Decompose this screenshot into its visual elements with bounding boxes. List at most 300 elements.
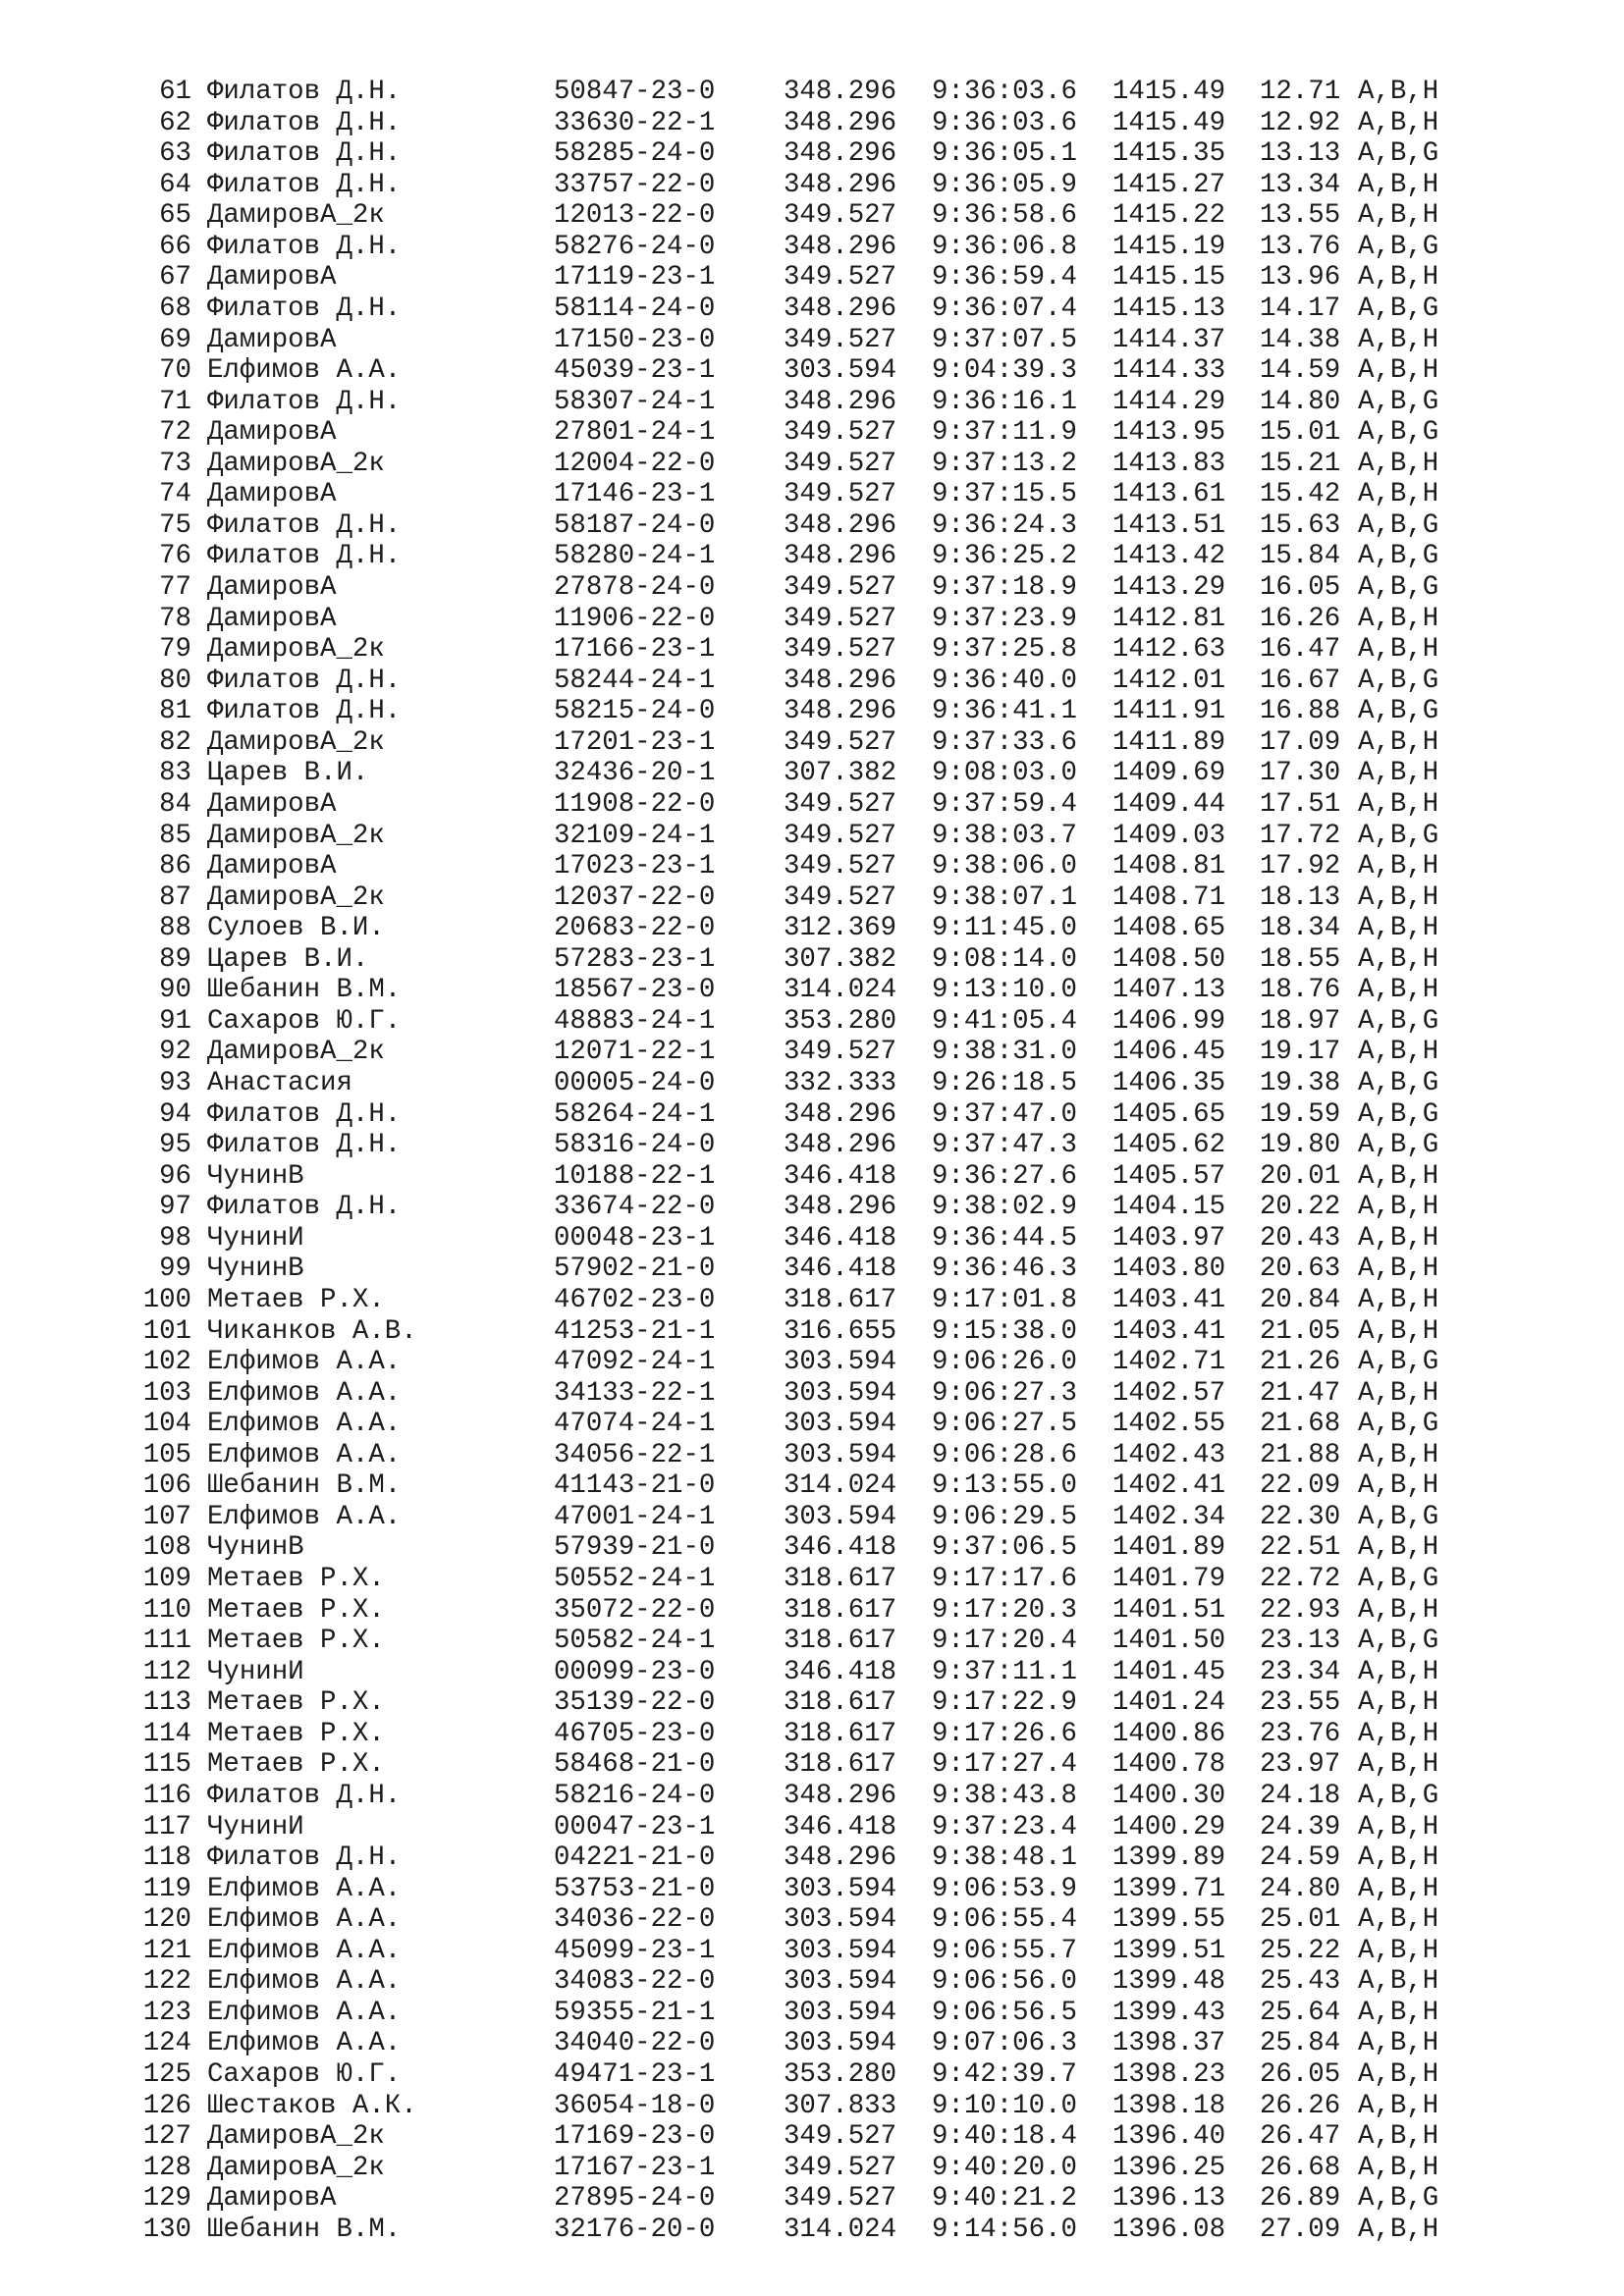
participant-name: Елфимов А.А. <box>207 1997 402 2028</box>
points: 18.13 <box>1260 881 1341 913</box>
distance: 348.296 <box>784 1098 897 1130</box>
place-number: 88 <box>159 913 191 944</box>
arrival-time: 9:26:18.5 <box>932 1068 1077 1098</box>
distance: 348.296 <box>784 1842 897 1874</box>
place-number: 125 <box>142 2059 191 2090</box>
participant-name: ДамировА <box>207 572 337 603</box>
participant-name: Царев В.И. <box>207 943 369 975</box>
participant-name: Метаев Р.Х. <box>207 1594 385 1626</box>
table-row <box>0 1470 1624 1502</box>
participant-name: ДамировА <box>207 417 337 449</box>
categories: A,B,H <box>1358 1966 1439 1998</box>
points: 13.96 <box>1260 262 1341 294</box>
points: 24.18 <box>1260 1780 1341 1811</box>
participant-name: ДамировА <box>207 262 337 294</box>
points: 26.05 <box>1260 2059 1341 2090</box>
place-number: 127 <box>142 2121 191 2153</box>
place-number: 83 <box>159 758 191 789</box>
place-number: 108 <box>142 1532 191 1564</box>
points: 15.63 <box>1260 509 1341 541</box>
categories: A,B,H <box>1358 1284 1439 1315</box>
table-row <box>0 1564 1624 1595</box>
speed: 1396.13 <box>1112 2183 1226 2215</box>
arrival-time: 9:38:07.1 <box>932 881 1077 913</box>
distance: 303.594 <box>784 1966 897 1998</box>
place-number: 68 <box>159 293 191 324</box>
ring-number: 48883-24-1 <box>554 1005 716 1037</box>
place-number: 80 <box>159 665 191 696</box>
speed: 1398.18 <box>1112 2090 1226 2121</box>
arrival-time: 9:37:59.4 <box>932 788 1077 820</box>
points: 26.47 <box>1260 2121 1341 2153</box>
categories: A,B,G <box>1358 293 1439 324</box>
place-number: 113 <box>142 1687 191 1719</box>
speed: 1400.86 <box>1112 1718 1226 1749</box>
participant-name: Елфимов А.А. <box>207 1377 402 1409</box>
speed: 1413.51 <box>1112 509 1226 541</box>
categories: A,B,H <box>1358 1842 1439 1874</box>
arrival-time: 9:37:23.4 <box>932 1811 1077 1842</box>
place-number: 86 <box>159 851 191 882</box>
distance: 303.594 <box>784 1409 897 1440</box>
points: 13.76 <box>1260 231 1341 262</box>
place-number: 120 <box>142 1904 191 1936</box>
speed: 1414.33 <box>1112 355 1226 387</box>
distance: 349.527 <box>784 324 897 355</box>
participant-name: Елфимов А.А. <box>207 1347 402 1378</box>
table-row <box>0 1223 1624 1255</box>
place-number: 91 <box>159 1005 191 1037</box>
arrival-time: 9:06:27.3 <box>932 1377 1077 1409</box>
place-number: 118 <box>142 1842 191 1874</box>
table-row <box>0 727 1624 759</box>
ring-number: 11906-22-0 <box>554 603 716 634</box>
speed: 1398.23 <box>1112 2059 1226 2090</box>
participant-name: Метаев Р.Х. <box>207 1564 385 1594</box>
table-row <box>0 604 1624 635</box>
participant-name: Сахаров Ю.Г. <box>207 2059 402 2090</box>
distance: 348.296 <box>784 665 897 696</box>
table-row <box>0 1657 1624 1688</box>
ring-number: 45099-23-1 <box>554 1935 716 1966</box>
table-row <box>0 170 1624 201</box>
speed: 1403.41 <box>1112 1315 1226 1347</box>
table-row <box>0 1440 1624 1471</box>
distance: 349.527 <box>784 726 897 758</box>
table-row <box>0 1130 1624 1161</box>
place-number: 115 <box>142 1749 191 1781</box>
table-row <box>0 1192 1624 1223</box>
table-row <box>0 913 1624 944</box>
place-number: 79 <box>159 634 191 666</box>
place-number: 124 <box>142 2028 191 2059</box>
categories: A,B,G <box>1358 820 1439 851</box>
participant-name: Анастасия <box>207 1068 352 1098</box>
place-number: 69 <box>159 324 191 355</box>
speed: 1402.43 <box>1112 1439 1226 1470</box>
categories: A,B,H <box>1358 1315 1439 1347</box>
table-row <box>0 387 1624 418</box>
ring-number: 50582-24-1 <box>554 1626 716 1657</box>
arrival-time: 9:36:05.1 <box>932 138 1077 170</box>
ring-number: 32176-20-0 <box>554 2214 716 2245</box>
table-row <box>0 1254 1624 1285</box>
speed: 1399.71 <box>1112 1873 1226 1904</box>
ring-number: 58307-24-1 <box>554 386 716 417</box>
place-number: 126 <box>142 2090 191 2121</box>
table-row <box>0 1998 1624 2029</box>
ring-number: 59355-21-1 <box>554 1997 716 2028</box>
place-number: 128 <box>142 2152 191 2183</box>
ring-number: 58114-24-0 <box>554 293 716 324</box>
points: 14.38 <box>1260 324 1341 355</box>
participant-name: ДамировА <box>207 324 337 355</box>
table-row <box>0 1347 1624 1378</box>
participant-name: Елфимов А.А. <box>207 355 402 387</box>
speed: 1399.55 <box>1112 1904 1226 1936</box>
distance: 346.418 <box>784 1222 897 1254</box>
speed: 1401.79 <box>1112 1564 1226 1594</box>
arrival-time: 9:06:28.6 <box>932 1439 1077 1470</box>
ring-number: 32436-20-1 <box>554 758 716 789</box>
table-row <box>0 449 1624 480</box>
place-number: 82 <box>159 726 191 758</box>
distance: 349.527 <box>784 1037 897 1068</box>
categories: A,B,G <box>1358 1501 1439 1532</box>
participant-name: Метаев Р.Х. <box>207 1749 385 1781</box>
place-number: 114 <box>142 1718 191 1749</box>
ring-number: 47092-24-1 <box>554 1347 716 1378</box>
participant-name: Филатов Д.Н. <box>207 696 402 727</box>
distance: 348.296 <box>784 293 897 324</box>
speed: 1415.35 <box>1112 138 1226 170</box>
place-number: 110 <box>142 1594 191 1626</box>
ring-number: 47074-24-1 <box>554 1409 716 1440</box>
ring-number: 34056-22-1 <box>554 1439 716 1470</box>
categories: A,B,H <box>1358 169 1439 200</box>
table-row <box>0 2059 1624 2091</box>
table-row <box>0 1502 1624 1533</box>
arrival-time: 9:15:38.0 <box>932 1315 1077 1347</box>
speed: 1398.37 <box>1112 2028 1226 2059</box>
participant-name: Филатов Д.Н. <box>207 665 402 696</box>
speed: 1402.55 <box>1112 1409 1226 1440</box>
categories: A,B,H <box>1358 324 1439 355</box>
place-number: 94 <box>159 1098 191 1130</box>
participant-name: Чиканков А.В. <box>207 1315 417 1347</box>
speed: 1401.24 <box>1112 1687 1226 1719</box>
categories: A,B,G <box>1358 1005 1439 1037</box>
points: 22.51 <box>1260 1532 1341 1564</box>
distance: 318.617 <box>784 1594 897 1626</box>
place-number: 109 <box>142 1564 191 1594</box>
ring-number: 00005-24-0 <box>554 1068 716 1098</box>
categories: A,B,H <box>1358 1749 1439 1781</box>
arrival-time: 9:38:31.0 <box>932 1037 1077 1068</box>
categories: A,B,H <box>1358 2059 1439 2090</box>
table-row <box>0 510 1624 542</box>
participant-name: ДамировА_2к <box>207 448 385 479</box>
table-row <box>0 325 1624 356</box>
table-row <box>0 2153 1624 2184</box>
points: 19.17 <box>1260 1037 1341 1068</box>
table-row <box>0 634 1624 666</box>
points: 24.80 <box>1260 1873 1341 1904</box>
table-row <box>0 851 1624 882</box>
categories: A,B,G <box>1358 138 1439 170</box>
participant-name: Филатов Д.Н. <box>207 231 402 262</box>
categories: A,B,G <box>1358 417 1439 449</box>
ring-number: 17119-23-1 <box>554 262 716 294</box>
distance: 348.296 <box>784 231 897 262</box>
table-row <box>0 1904 1624 1936</box>
participant-name: ДамировА_2к <box>207 634 385 666</box>
categories: A,B,G <box>1358 231 1439 262</box>
table-row <box>0 2183 1624 2215</box>
arrival-time: 9:04:39.3 <box>932 355 1077 387</box>
arrival-time: 9:36:03.6 <box>932 77 1077 107</box>
distance: 307.833 <box>784 2090 897 2121</box>
table-row <box>0 541 1624 572</box>
categories: A,B,H <box>1358 634 1439 666</box>
categories: A,B,G <box>1358 1347 1439 1378</box>
ring-number: 34040-22-0 <box>554 2028 716 2059</box>
speed: 1406.45 <box>1112 1037 1226 1068</box>
categories: A,B,H <box>1358 1192 1439 1223</box>
place-number: 64 <box>159 169 191 200</box>
speed: 1413.83 <box>1112 448 1226 479</box>
arrival-time: 9:13:55.0 <box>932 1470 1077 1502</box>
place-number: 96 <box>159 1160 191 1192</box>
ring-number: 33757-22-0 <box>554 169 716 200</box>
arrival-time: 9:36:41.1 <box>932 696 1077 727</box>
ring-number: 57283-23-1 <box>554 943 716 975</box>
points: 25.43 <box>1260 1966 1341 1998</box>
arrival-time: 9:37:11.9 <box>932 417 1077 449</box>
place-number: 74 <box>159 479 191 510</box>
speed: 1411.89 <box>1112 726 1226 758</box>
table-row <box>0 108 1624 139</box>
categories: A,B,H <box>1358 1470 1439 1502</box>
place-number: 112 <box>142 1656 191 1687</box>
categories: A,B,H <box>1358 107 1439 138</box>
participant-name: Филатов Д.Н. <box>207 509 402 541</box>
arrival-time: 9:17:20.3 <box>932 1594 1077 1626</box>
speed: 1412.01 <box>1112 665 1226 696</box>
table-row <box>0 77 1624 108</box>
table-row <box>0 1936 1624 1967</box>
points: 13.13 <box>1260 138 1341 170</box>
table-row <box>0 944 1624 976</box>
arrival-time: 9:37:23.9 <box>932 603 1077 634</box>
categories: A,B,H <box>1358 1439 1439 1470</box>
arrival-time: 9:37:33.6 <box>932 726 1077 758</box>
participant-name: Шебанин В.М. <box>207 1470 402 1502</box>
points: 25.01 <box>1260 1904 1341 1936</box>
distance: 348.296 <box>784 541 897 572</box>
categories: A,B,H <box>1358 1160 1439 1192</box>
points: 22.93 <box>1260 1594 1341 1626</box>
ring-number: 00099-23-0 <box>554 1656 716 1687</box>
participant-name: ЧунинВ <box>207 1160 304 1192</box>
participant-name: Метаев Р.Х. <box>207 1687 385 1719</box>
place-number: 62 <box>159 107 191 138</box>
points: 23.55 <box>1260 1687 1341 1719</box>
place-number: 85 <box>159 820 191 851</box>
categories: A,B,H <box>1358 726 1439 758</box>
points: 24.59 <box>1260 1842 1341 1874</box>
place-number: 104 <box>142 1409 191 1440</box>
ring-number: 32109-24-1 <box>554 820 716 851</box>
arrival-time: 9:06:27.5 <box>932 1409 1077 1440</box>
points: 17.72 <box>1260 820 1341 851</box>
points: 19.38 <box>1260 1068 1341 1098</box>
distance: 318.617 <box>784 1749 897 1781</box>
speed: 1399.51 <box>1112 1935 1226 1966</box>
table-row <box>0 1966 1624 1998</box>
participant-name: Елфимов А.А. <box>207 1409 402 1440</box>
speed: 1409.03 <box>1112 820 1226 851</box>
table-row <box>0 200 1624 232</box>
points: 27.09 <box>1260 2214 1341 2245</box>
ring-number: 35139-22-0 <box>554 1687 716 1719</box>
ring-number: 04221-21-0 <box>554 1842 716 1874</box>
participant-name: ЧунинИ <box>207 1222 304 1254</box>
arrival-time: 9:42:39.7 <box>932 2059 1077 2090</box>
ring-number: 35072-22-0 <box>554 1594 716 1626</box>
place-number: 130 <box>142 2214 191 2245</box>
table-row <box>0 1037 1624 1068</box>
distance: 349.527 <box>784 634 897 666</box>
place-number: 101 <box>142 1315 191 1347</box>
categories: A,B,G <box>1358 1130 1439 1161</box>
ring-number: 27878-24-0 <box>554 572 716 603</box>
distance: 348.296 <box>784 1780 897 1811</box>
place-number: 95 <box>159 1130 191 1161</box>
table-row <box>0 1781 1624 1812</box>
place-number: 90 <box>159 975 191 1006</box>
points: 14.17 <box>1260 293 1341 324</box>
participant-name: ДамировА_2к <box>207 1037 385 1068</box>
table-row <box>0 1595 1624 1627</box>
ring-number: 12004-22-0 <box>554 448 716 479</box>
ring-number: 41143-21-0 <box>554 1470 716 1502</box>
table-row <box>0 1409 1624 1440</box>
distance: 312.369 <box>784 913 897 944</box>
distance: 303.594 <box>784 1904 897 1936</box>
participant-name: Филатов Д.Н. <box>207 138 402 170</box>
arrival-time: 9:06:53.9 <box>932 1873 1077 1904</box>
place-number: 97 <box>159 1192 191 1223</box>
distance: 346.418 <box>784 1254 897 1285</box>
ring-number: 27895-24-0 <box>554 2183 716 2215</box>
distance: 348.296 <box>784 1130 897 1161</box>
table-row <box>0 1006 1624 1038</box>
speed: 1408.81 <box>1112 851 1226 882</box>
ring-number: 18567-23-0 <box>554 975 716 1006</box>
arrival-time: 9:37:15.5 <box>932 479 1077 510</box>
points: 21.05 <box>1260 1315 1341 1347</box>
points: 17.51 <box>1260 788 1341 820</box>
ring-number: 17150-23-0 <box>554 324 716 355</box>
place-number: 107 <box>142 1501 191 1532</box>
participant-name: Елфимов А.А. <box>207 1966 402 1998</box>
points: 18.97 <box>1260 1005 1341 1037</box>
points: 21.88 <box>1260 1439 1341 1470</box>
arrival-time: 9:08:14.0 <box>932 943 1077 975</box>
participant-name: Шебанин В.М. <box>207 975 402 1006</box>
points: 16.67 <box>1260 665 1341 696</box>
categories: A,B,H <box>1358 1935 1439 1966</box>
distance: 303.594 <box>784 1347 897 1378</box>
participant-name: Шестаков А.К. <box>207 2090 417 2121</box>
distance: 348.296 <box>784 696 897 727</box>
participant-name: Сулоев В.И. <box>207 913 385 944</box>
ring-number: 34133-22-1 <box>554 1377 716 1409</box>
categories: A,B,H <box>1358 1594 1439 1626</box>
place-number: 100 <box>142 1284 191 1315</box>
place-number: 67 <box>159 262 191 294</box>
distance: 303.594 <box>784 2028 897 2059</box>
categories: A,B,H <box>1358 355 1439 387</box>
distance: 349.527 <box>784 2183 897 2215</box>
points: 13.34 <box>1260 169 1341 200</box>
place-number: 84 <box>159 788 191 820</box>
place-number: 81 <box>159 696 191 727</box>
participant-name: Елфимов А.А. <box>207 1873 402 1904</box>
arrival-time: 9:40:20.0 <box>932 2152 1077 2183</box>
speed: 1401.51 <box>1112 1594 1226 1626</box>
arrival-time: 9:07:06.3 <box>932 2028 1077 2059</box>
table-row <box>0 1161 1624 1193</box>
points: 26.68 <box>1260 2152 1341 2183</box>
participant-name: Сахаров Ю.Г. <box>207 1005 402 1037</box>
categories: A,B,H <box>1358 913 1439 944</box>
participant-name: ЧунинИ <box>207 1811 304 1842</box>
place-number: 66 <box>159 231 191 262</box>
distance: 349.527 <box>784 479 897 510</box>
arrival-time: 9:13:10.0 <box>932 975 1077 1006</box>
ring-number: 57939-21-0 <box>554 1532 716 1564</box>
arrival-time: 9:38:03.7 <box>932 820 1077 851</box>
ring-number: 17166-23-1 <box>554 634 716 666</box>
points: 12.92 <box>1260 107 1341 138</box>
arrival-time: 9:37:47.3 <box>932 1130 1077 1161</box>
table-row <box>0 2121 1624 2153</box>
points: 21.47 <box>1260 1377 1341 1409</box>
arrival-time: 9:17:22.9 <box>932 1687 1077 1719</box>
table-row <box>0 1316 1624 1348</box>
table-row <box>0 294 1624 325</box>
place-number: 99 <box>159 1254 191 1285</box>
points: 15.42 <box>1260 479 1341 510</box>
distance: 349.527 <box>784 820 897 851</box>
speed: 1400.30 <box>1112 1780 1226 1811</box>
arrival-time: 9:17:27.4 <box>932 1749 1077 1781</box>
categories: A,B,H <box>1358 1904 1439 1936</box>
points: 20.63 <box>1260 1254 1341 1285</box>
categories: A,B,G <box>1358 2183 1439 2215</box>
participant-name: Филатов Д.Н. <box>207 77 402 107</box>
table-row <box>0 789 1624 821</box>
speed: 1414.37 <box>1112 324 1226 355</box>
categories: A,B,H <box>1358 1037 1439 1068</box>
speed: 1413.95 <box>1112 417 1226 449</box>
distance: 346.418 <box>784 1532 897 1564</box>
distance: 318.617 <box>784 1626 897 1657</box>
arrival-time: 9:37:25.8 <box>932 634 1077 666</box>
table-row <box>0 1099 1624 1131</box>
